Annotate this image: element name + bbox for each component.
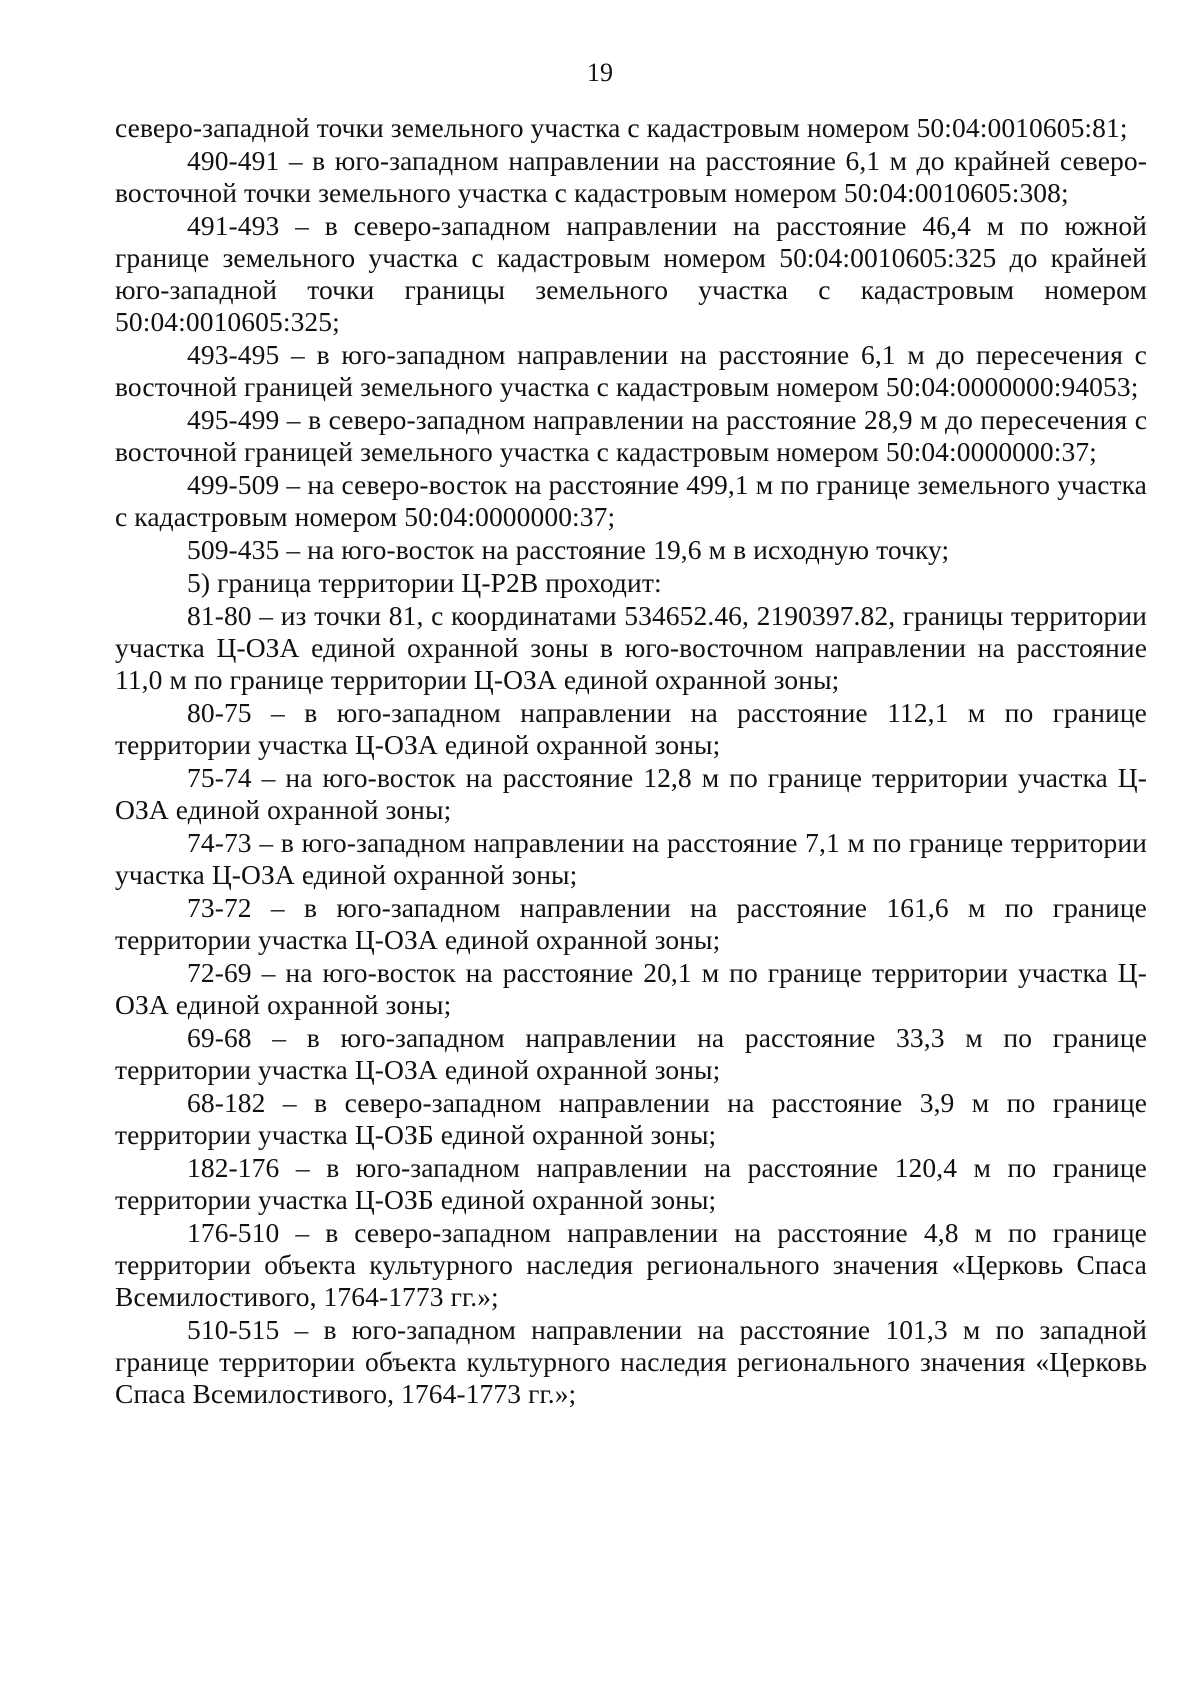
section-heading: 5) граница территории Ц-Р2В проходит: (187, 567, 662, 598)
document-body (115, 112, 1147, 1411)
paragraph: 74-73 – в юго-западном направлении на расстояние 7,1 м по границе территории участка Ц-ОЗА единой охранной зоны; (115, 827, 1147, 890)
paragraph: 68-182 – в северо-западном направлении на расстояние 3,9 м по границе территории участка Ц-ОЗБ единой охранной зоны; (115, 1087, 1147, 1150)
page-number: 19 (587, 58, 613, 87)
paragraph: 69-68 – в юго-западном направлении на расстояние 33,3 м по границе территории участка Ц-ОЗА единой охранной зоны; (115, 1022, 1147, 1085)
paragraph: 499-509 – на северо-восток на расстояние 499,1 м по границе земельного участка с кадастровым номером 50:04:0000000:37; (115, 469, 1147, 532)
paragraph: 182-176 – в юго-западном направлении на расстояние 120,4 м по границе территории участка Ц-ОЗБ единой охранной зоны; (115, 1152, 1147, 1215)
paragraph: 491-493 – в северо-западном направлении на расстояние 46,4 м по южной границе земельного участка с кадастровым номером 50:04:0010605:325 до крайней юго-западной точки границы земельного участка с кадастровым номером 50:04:0010605:325; (115, 210, 1147, 337)
paragraph: 495-499 – в северо-западном направлении на расстояние 28,9 м до пересечения с восточной границей земельного участка с кадастровым номером 50:04:0000000:37; (115, 404, 1147, 467)
paragraph: северо-западной точки земельного участка с кадастровым номером 50:04:0010605:81; (115, 112, 1128, 143)
paragraph: 509-435 – на юго-восток на расстояние 19,6 м в исходную точку; (187, 534, 950, 565)
paragraph: 493-495 – в юго-западном направлении на расстояние 6,1 м до пересечения с восточной границей земельного участка с кадастровым номером 50:04:0000000:94053; (115, 339, 1147, 402)
paragraph: 490-491 – в юго-западном направлении на расстояние 6,1 м до крайней северо-восточной точки земельного участка с кадастровым номером 50:04:0010605:308; (115, 145, 1147, 208)
paragraph: 75-74 – на юго-восток на расстояние 12,8 м по границе территории участка Ц-ОЗА единой охранной зоны; (115, 762, 1147, 825)
paragraph: 73-72 – в юго-западном направлении на расстояние 161,6 м по границе территории участка Ц-ОЗА единой охранной зоны; (115, 892, 1147, 955)
paragraph: 72-69 – на юго-восток на расстояние 20,1 м по границе территории участка Ц-ОЗА единой охранной зоны; (115, 957, 1147, 1020)
paragraph: 510-515 – в юго-западном направлении на расстояние 101,3 м по западной границе территории объекта культурного наследия регионального значения «Церковь Спаса Всемилостивого, 1764-1773 гг.»; (115, 1314, 1147, 1409)
paragraph: 81-80 – из точки 81, с координатами 534652.46, 2190397.82, границы территории участка Ц-ОЗА единой охранной зоны в юго-восточном направлении на расстояние 11,0 м по границе территории Ц-ОЗА единой охранной зоны; (115, 600, 1147, 695)
paragraph: 80-75 – в юго-западном направлении на расстояние 112,1 м по границе территории участка Ц-ОЗА единой охранной зоны; (115, 697, 1147, 760)
paragraph: 176-510 – в северо-западном направлении на расстояние 4,8 м по границе территории объекта культурного наследия регионального значения «Церковь Спаса Всемилостивого, 1764-1773 гг.»; (115, 1217, 1147, 1312)
